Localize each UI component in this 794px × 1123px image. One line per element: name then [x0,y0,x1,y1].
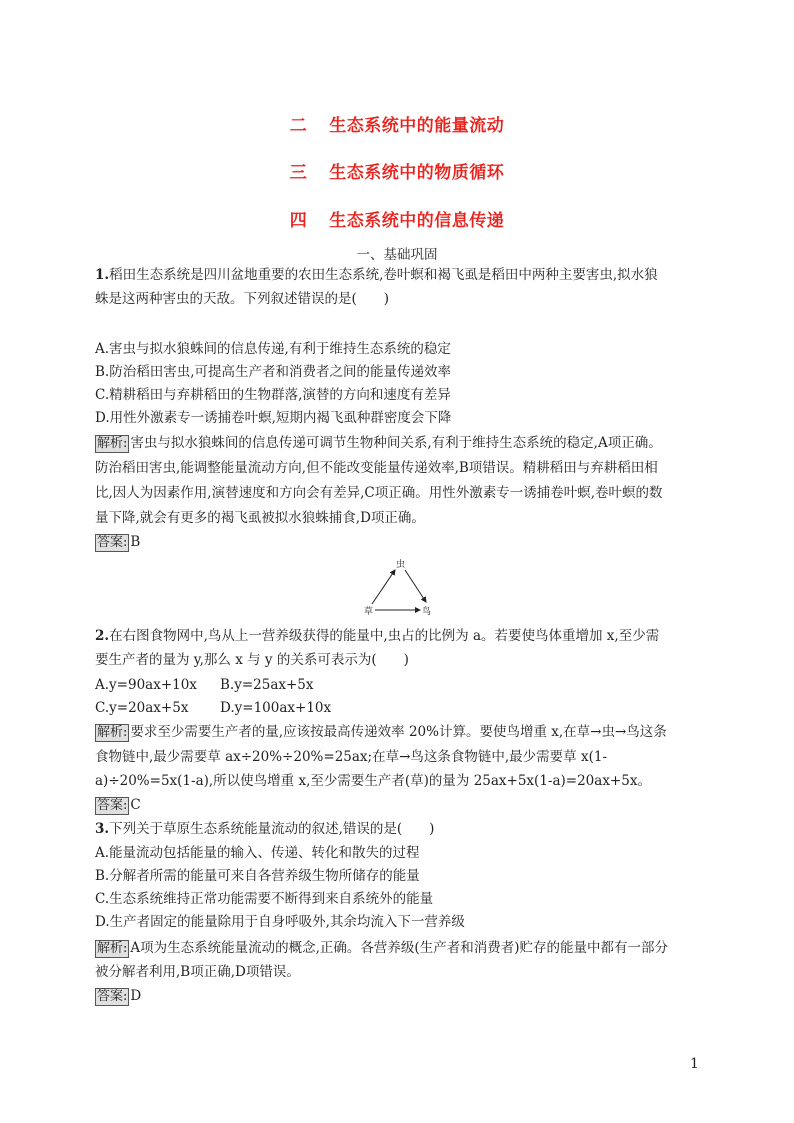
section-heading: 一、基础巩固 [356,247,438,263]
question-number: 3. [95,821,110,837]
q1-analysis-line-2: 防治稻田害虫,能调整能量流动方向,但不能改变能量传递效率,B项错误。精耕稻田与弃耕稻田相 [95,460,658,476]
question-number: 1. [95,267,110,283]
q1-option-a: A.害虫与拟水狼蛛间的信息传递,有利于维持生态系统的稳定 [95,341,451,357]
chapter-title-text: 生态系统中的物质循环 [329,163,505,183]
q1-answer [95,532,705,552]
q2-answer [95,795,705,815]
chapter-title-3 [0,158,794,183]
q3-stem-text: 下列关于草原生态系统能量流动的叙述,错误的是( ) [109,821,435,837]
chapter-title-text: 生态系统中的信息传递 [329,211,505,231]
diagram-node-bird: 鸟 [422,607,432,617]
arrow-insect-to-bird [405,570,426,602]
q2-option-d: D.y=100ax+10x [220,700,332,716]
q2-option-b: B.y=25ax+5x [220,677,314,693]
q2-stem-line-1 [95,626,705,646]
diagram-node-insect: 虫 [396,560,406,570]
q1-analysis-line-4: 量下降,就会有更多的褐飞虱被拟水狼蛛捕食,D项正确。 [95,510,425,526]
chapter-number: 二 [289,116,308,136]
arrow-grass-to-insect [372,570,395,604]
q1-option-c: C.精耕稻田与弃耕稻田的生物群落,演替的方向和速度有差异 [95,387,451,403]
q2-option-a: A.y=90ax+10x [95,677,197,693]
q2-options-row-2 [95,698,705,718]
answer-value: C [130,797,141,813]
question-number: 2. [95,628,110,644]
q1-analysis-line-1 [95,433,705,453]
answer-value: B [130,534,141,550]
q3-option-d: D.生产者固定的能量除用于自身呼吸外,其余均流入下一营养级 [95,914,465,930]
q1-option-d: D.用性外激素专一诱捕卷叶螟,短期内褐飞虱种群密度会下降 [95,410,452,426]
q2-options-row-1 [95,675,705,695]
q3-option-b: B.分解者所需的能量可来自各营养级生物所储存的能量 [95,868,420,884]
q2-analysis-line-1 [95,722,705,742]
page-number: 1 [690,1056,699,1072]
analysis-label: 解析: [97,941,128,956]
answer-label: 答案: [97,535,128,550]
q2-analysis-line-2: 食物链中,最少需要草 ax÷20%÷20%=25ax;在草→鸟这条食物链中,最少需要草 x(1- [95,749,608,765]
q1-stem-line-2: 蛛是这两种害虫的天敌。下列叙述错误的是( ) [95,291,390,307]
q2-option-c: C.y=20ax+5x [95,700,189,716]
chapter-title-2 [0,111,794,136]
q3-analysis-line-1 [95,938,705,958]
q3-option-a: A.能量流动包括能量的输入、传递、转化和散失的过程 [95,845,420,861]
chapter-title-text: 生态系统中的能量流动 [329,116,505,136]
q3-analysis-line-2: 被分解者利用,B项正确,D项错误。 [95,964,300,980]
diagram-node-grass: 草 [364,607,374,617]
q3-option-c: C.生态系统维持正常功能需要不断得到来自系统外的能量 [95,891,434,907]
chapter-number: 四 [289,211,308,231]
q3-stem-line-1 [95,819,705,839]
q1-analysis-text: 害虫与拟水狼蛛间的信息传递可调节生物种间关系,有利于维持生态系统的稳定,A项正确。 [130,435,662,451]
q3-answer [95,986,705,1006]
chapter-number: 三 [289,163,308,183]
analysis-label: 解析: [97,725,128,740]
q2-analysis-text: 要求至少需要生产者的量,应该按最高传递效率 20%计算。要使鸟增重 x,在草→虫→鸟这条 [130,724,667,740]
answer-value: D [130,988,142,1004]
food-web-diagram [360,558,440,618]
q1-stem-text: 稻田生态系统是四川盆地重要的农田生态系统,卷叶螟和褐飞虱是稻田中两种主要害虫,拟水狼 [109,267,658,283]
analysis-label: 解析: [97,436,128,451]
q2-analysis-line-3: a)÷20%=5x(1-a),所以使鸟增重 x,至少需要生产者(草)的量为 25ax+5x(1-a)=20ax+5x。 [95,773,651,789]
q1-analysis-line-3: 比,因人为因素作用,演替速度和方向会有差异,C项正确。用性外激素专一诱捕卷叶螟,卷叶螟的数 [95,485,663,501]
q1-option-b: B.防治稻田害虫,可提高生产者和消费者之间的能量传递效率 [95,364,452,380]
answer-label: 答案: [97,798,128,813]
q3-analysis-text: A项为生态系统能量流动的概念,正确。各营养级(生产者和消费者)贮存的能量中都有一部分 [130,940,668,956]
chapter-title-4 [0,206,794,231]
q2-stem-line-2: 要生产者的量为 y,那么 x 与 y 的关系可表示为( ) [95,652,409,668]
q1-stem-line-1 [95,265,705,285]
answer-label: 答案: [97,989,128,1004]
q2-stem-text: 在右图食物网中,鸟从上一营养级获得的能量中,虫占的比例为 a。若要使鸟体重增加 x,至少需 [109,628,660,644]
